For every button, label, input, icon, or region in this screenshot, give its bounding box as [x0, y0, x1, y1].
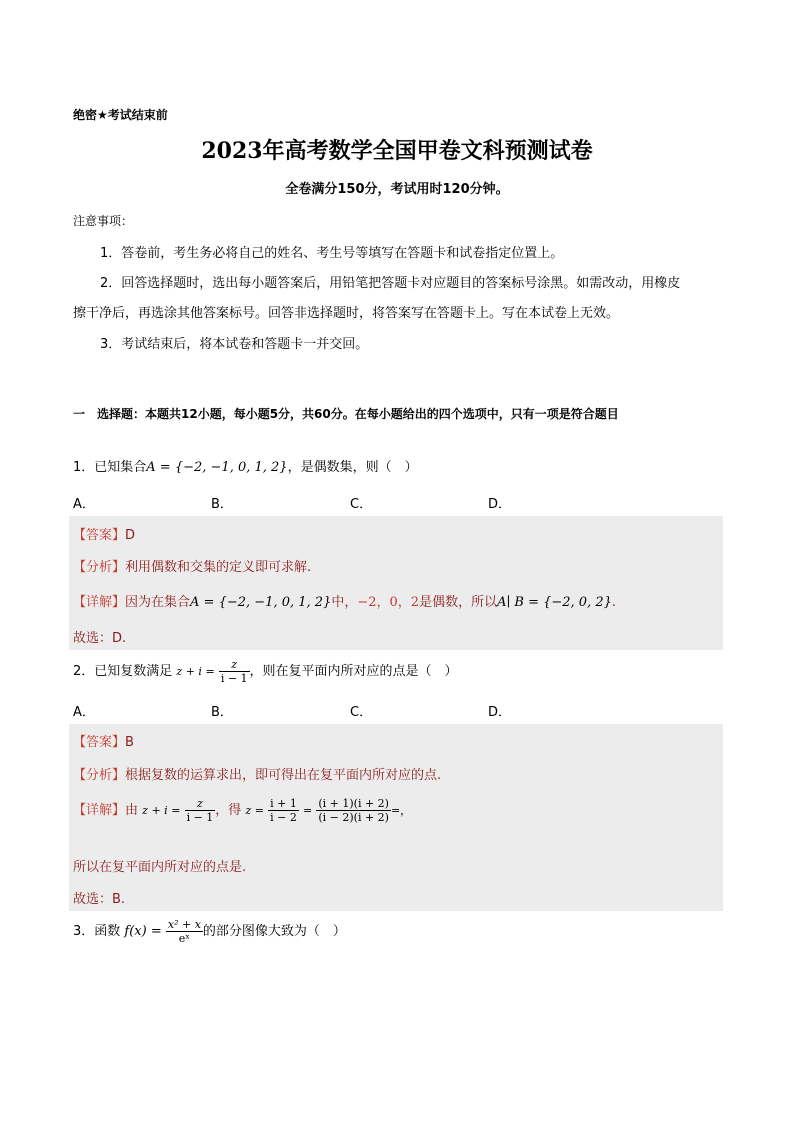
q2-detail-f2-num: i + 1 — [270, 797, 297, 810]
q2-option-b: B． — [211, 705, 233, 720]
q2-detail-frac-2 — [268, 797, 299, 824]
question-2 — [73, 658, 458, 685]
q1-suffix: ，是偶数集，则（ ） — [287, 460, 418, 475]
q2-detail-frac-1 — [185, 797, 216, 824]
q2-detail-label: 【详解】 — [73, 803, 126, 818]
q3-fraction — [166, 918, 203, 945]
q1-detail-result: A∣ B = {−2, 0, 2} — [497, 595, 612, 610]
q2-detail-f1-den: i − 1 — [186, 811, 214, 824]
q2-answer-value: B — [125, 735, 134, 750]
q2-fraction — [219, 658, 250, 685]
q2-suffix: ，则在复平面内所对应的点是（ ） — [249, 664, 458, 679]
q2-frac-den: i − 1 — [220, 672, 248, 685]
q2-detail-f3-den: (i − 2)(i + 2) — [318, 811, 389, 824]
q2-analysis-text: 根据复数的运算求出，即可得出在复平面内所对应的点. — [125, 768, 442, 783]
q2-detail-line-2: 所以在复平面内所对应的点是. — [73, 860, 247, 875]
q3-prefix: 3．函数 — [73, 924, 121, 939]
notice-item-2-cont: 擦干净后，再选涂其他答案标号。回答非选择题时，将答案写在答题卡上。写在本试卷上无效。 — [73, 306, 620, 321]
q2-analysis — [73, 764, 441, 783]
confidential-mark: 绝密★考试结束前 — [73, 108, 168, 122]
notice-item-3: 3．考试结束后，将本试卷和答题卡一并交回。 — [100, 337, 369, 352]
q1-detail-even: −2，0，2 — [357, 595, 420, 610]
q2-detail — [73, 797, 411, 824]
q1-answer-value: D — [125, 528, 136, 543]
q2-detail-z: z = — [245, 804, 264, 817]
q1-option-d: D． — [488, 497, 512, 512]
q2-option-d: D． — [488, 705, 512, 720]
notice-item-2: 2．回答选择题时，选出每小题答案后，用铅笔把答题卡对应题目的答案标号涂黑。如需改动，用橡皮 — [100, 276, 681, 291]
q2-option-c: C． — [350, 705, 373, 720]
q2-detail-f1-num: z — [185, 797, 216, 811]
q2-option-a: A． — [73, 705, 95, 720]
q1-analysis-text: 利用偶数和交集的定义即可求解. — [125, 560, 312, 575]
q2-detail-tail: =， — [390, 804, 412, 817]
q2-answer — [73, 731, 134, 750]
notice-heading: 注意事项： — [73, 214, 134, 228]
q1-analysis-label: 【分析】 — [73, 560, 126, 575]
q1-option-c: C． — [350, 497, 373, 512]
q1-solution-box — [69, 516, 723, 650]
q1-detail-label: 【详解】 — [73, 595, 126, 610]
q1-option-b: B． — [211, 497, 233, 512]
notice-item-1: 1．答卷前，考生务必将自己的姓名、考生号等填写在答题卡和试卷指定位置上。 — [100, 246, 564, 261]
q2-frac-num: z — [219, 658, 250, 672]
q2-detail-f2-den: i − 2 — [270, 811, 297, 824]
q1-answer — [73, 524, 135, 543]
page-title: 2023年高考数学全国甲卷文科预测试卷 — [201, 138, 593, 164]
q2-detail-f3-num: (i + 1)(i + 2) — [318, 797, 389, 810]
q2-detail-text-a: 由 — [125, 803, 139, 818]
q1-analysis — [73, 556, 311, 575]
q2-detail-eq: = — [302, 804, 313, 817]
q1-answer-label: 【答案】 — [73, 528, 126, 543]
q2-detail-lhs: z + i = — [142, 804, 181, 817]
question-1 — [73, 456, 418, 475]
q2-detail-text-b: ，得 — [215, 803, 242, 818]
q1-detail-end: . — [611, 595, 617, 610]
exam-subtitle: 全卷满分150分，考试用时120分钟。 — [285, 182, 509, 197]
q1-detail-set: A = {−2, −1, 0, 1, 2} — [190, 595, 332, 610]
q2-lhs: z + i = — [176, 665, 215, 678]
question-3 — [73, 918, 346, 945]
section-heading: 一 选择题：本题共12小题，每小题5分，共60分。在每小题给出的四个选项中，只有一项是符合题目 — [73, 407, 619, 421]
q1-detail — [73, 591, 616, 610]
q1-detail-text-c: 是偶数，所以 — [419, 595, 498, 610]
q2-choice: 故选：B. — [73, 892, 126, 907]
q2-answer-label: 【答案】 — [73, 735, 126, 750]
q1-choice: 故选：D. — [73, 631, 127, 646]
q3-suffix: 的部分图像大致为（ ） — [202, 924, 346, 939]
q2-analysis-label: 【分析】 — [73, 768, 126, 783]
q1-detail-text-a: 因为在集合 — [125, 595, 191, 610]
q2-prefix: 2．已知复数满足 — [73, 664, 173, 679]
q3-frac-num: x² + x — [167, 918, 201, 931]
q1-option-a: A． — [73, 497, 95, 512]
q1-prefix: 1．已知集合 — [73, 460, 147, 475]
q3-frac-den: eˣ — [178, 932, 190, 945]
q2-detail-frac-3 — [316, 797, 391, 824]
q1-detail-text-b: 中， — [331, 595, 358, 610]
q1-set: A = {−2, −1, 0, 1, 2} — [146, 460, 288, 475]
q3-function: f(x) = — [124, 924, 162, 939]
